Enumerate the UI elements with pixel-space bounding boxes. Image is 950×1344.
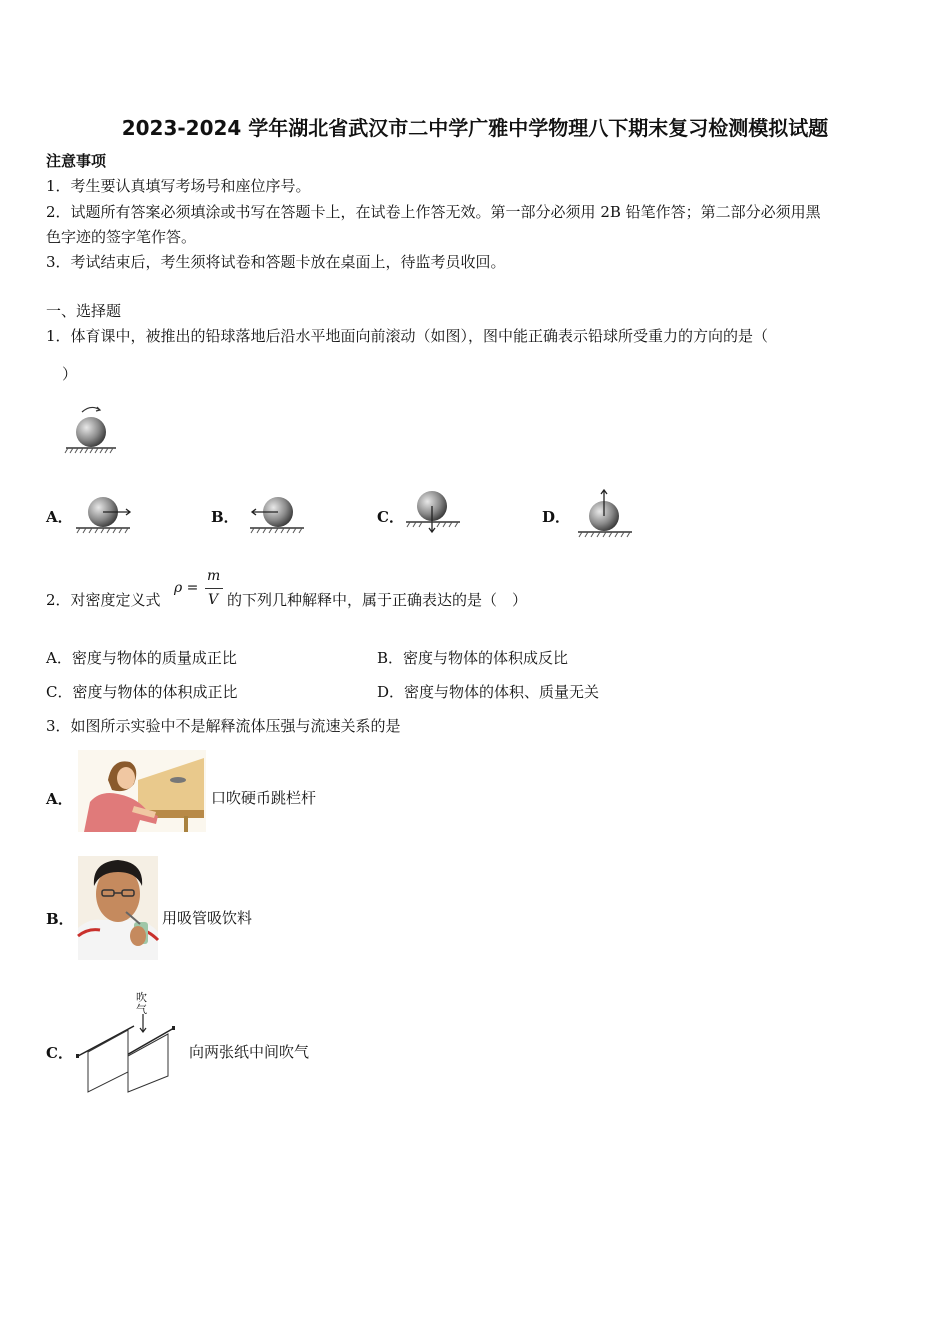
notice-item-3: 3．考试结束后，考生须将试卷和答题卡放在桌面上，待监考员收回。	[46, 253, 506, 271]
question-1-text-end: ）	[62, 365, 78, 383]
question-2-text-pre: 2．对密度定义式	[46, 591, 161, 609]
density-formula-numerator: m	[207, 568, 221, 584]
q2-option-c: C．密度与物体的体积成正比	[46, 683, 238, 701]
question-2-text-post: 的下列几种解释中，属于正确表达的是（ ）	[227, 591, 528, 609]
notice-item-1: 1．考生要认真填写考场号和座位序号。	[46, 177, 311, 195]
q3-option-b-caption: 用吸管吸饮料	[162, 909, 253, 927]
notice-heading: 注意事项	[46, 152, 107, 170]
q1-option-b-label: B．	[211, 508, 239, 526]
paper-blow-diagram	[74, 1004, 186, 1096]
straw-drinking-photo	[78, 856, 158, 960]
q2-option-b: B．密度与物体的体积成反比	[377, 649, 569, 667]
q1-option-a-figure	[72, 490, 134, 540]
q1-option-d-label: D．	[542, 508, 571, 526]
page-title: 2023-2024 学年湖北省武汉市二中学广雅中学物理八下期末复习检测模拟试题	[121, 116, 829, 140]
q1-option-b-figure	[246, 490, 308, 540]
notice-item-2-cont: 色字迹的签字笔作答。	[46, 228, 197, 246]
density-formula-denominator: V	[208, 592, 219, 608]
q2-option-d: D．密度与物体的体积、质量无关	[377, 683, 600, 701]
q3-option-a-caption: 口吹硬币跳栏杆	[211, 789, 317, 807]
q1-option-a-label: A．	[46, 508, 73, 526]
q3-option-a-label: A．	[46, 790, 73, 808]
q1-option-c-figure	[402, 488, 464, 538]
density-formula-lhs: ρ =	[174, 580, 199, 596]
q3-option-c-caption: 向两张纸中间吹气	[189, 1043, 310, 1061]
notice-item-2: 2．试题所有答案必须填涂或书写在答题卡上，在试卷上作答无效。第一部分必须用 2B 铅笔作答；第二部分必须用黑	[46, 203, 821, 221]
q3-option-c-label: C．	[46, 1044, 73, 1062]
coin-jump-photo	[78, 750, 206, 832]
q3-option-b-label: B．	[46, 910, 74, 928]
q2-option-a: A．密度与物体的质量成正比	[46, 649, 237, 667]
section-heading: 一、选择题	[46, 302, 122, 320]
rolling-ball-figure	[60, 400, 120, 460]
q1-option-d-figure	[574, 486, 636, 540]
blow-air-label: 吹气	[136, 991, 147, 1016]
q1-option-c-label: C．	[377, 508, 404, 526]
fraction-bar	[205, 588, 223, 589]
question-3-text: 3．如图所示实验中不是解释流体压强与流速关系的是	[46, 717, 401, 735]
question-1-text: 1．体育课中，被推出的铅球落地后沿水平地面向前滚动（如图），图中能正确表示铅球所受重力的方向的是（	[46, 327, 769, 345]
